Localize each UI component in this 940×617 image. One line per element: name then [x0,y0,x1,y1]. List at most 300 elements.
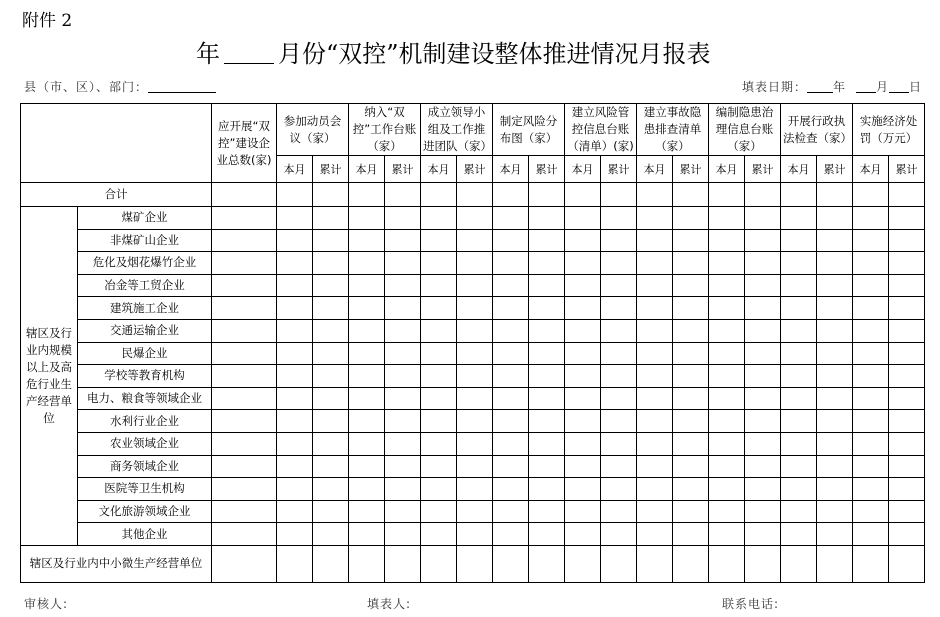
industry-cell[interactable] [212,297,277,320]
industry-cell[interactable] [529,297,565,320]
industry-cell[interactable] [709,410,745,433]
industry-cell[interactable] [817,297,853,320]
industry-cell[interactable] [601,207,637,230]
industry-cell[interactable] [853,365,889,388]
industry-cell[interactable] [349,252,385,275]
industry-cell[interactable] [637,297,673,320]
industry-cell[interactable] [349,410,385,433]
industry-cell[interactable] [889,455,925,478]
industry-cell[interactable] [313,365,349,388]
industry-cell[interactable] [673,319,709,342]
industry-cell[interactable] [709,252,745,275]
small-units-cell[interactable] [817,545,853,582]
industry-cell[interactable] [745,297,781,320]
industry-cell[interactable] [853,432,889,455]
industry-cell[interactable] [313,387,349,410]
industry-cell[interactable] [212,410,277,433]
industry-cell[interactable] [385,365,421,388]
industry-cell[interactable] [709,297,745,320]
industry-cell[interactable] [421,387,457,410]
industry-cell[interactable] [745,410,781,433]
industry-cell[interactable] [781,342,817,365]
industry-cell[interactable] [493,229,529,252]
small-units-cell[interactable] [601,545,637,582]
industry-cell[interactable] [529,274,565,297]
industry-cell[interactable] [817,432,853,455]
industry-cell[interactable] [817,455,853,478]
industry-cell[interactable] [421,252,457,275]
industry-cell[interactable] [889,523,925,546]
small-units-cell[interactable] [277,545,313,582]
industry-cell[interactable] [313,500,349,523]
industry-cell[interactable] [637,432,673,455]
industry-cell[interactable] [781,478,817,501]
industry-cell[interactable] [277,229,313,252]
industry-cell[interactable] [601,455,637,478]
industry-cell[interactable] [349,387,385,410]
industry-cell[interactable] [817,342,853,365]
industry-cell[interactable] [529,432,565,455]
industry-cell[interactable] [385,229,421,252]
industry-cell[interactable] [457,229,493,252]
industry-cell[interactable] [421,478,457,501]
total-cell[interactable] [212,183,277,207]
industry-cell[interactable] [889,297,925,320]
industry-cell[interactable] [457,500,493,523]
industry-cell[interactable] [853,252,889,275]
industry-cell[interactable] [817,387,853,410]
industry-cell[interactable] [313,523,349,546]
industry-cell[interactable] [349,432,385,455]
industry-cell[interactable] [493,365,529,388]
industry-cell[interactable] [673,523,709,546]
industry-cell[interactable] [212,455,277,478]
small-units-cell[interactable] [421,545,457,582]
industry-cell[interactable] [493,252,529,275]
industry-cell[interactable] [212,319,277,342]
industry-cell[interactable] [277,252,313,275]
industry-cell[interactable] [457,274,493,297]
industry-cell[interactable] [817,365,853,388]
industry-cell[interactable] [709,274,745,297]
industry-cell[interactable] [853,455,889,478]
total-cell[interactable] [493,183,529,207]
industry-cell[interactable] [212,478,277,501]
industry-cell[interactable] [601,410,637,433]
industry-cell[interactable] [781,455,817,478]
industry-cell[interactable] [601,319,637,342]
industry-cell[interactable] [601,274,637,297]
industry-cell[interactable] [781,229,817,252]
industry-cell[interactable] [889,387,925,410]
total-cell[interactable] [457,183,493,207]
industry-cell[interactable] [212,500,277,523]
industry-cell[interactable] [313,455,349,478]
total-cell[interactable] [637,183,673,207]
industry-cell[interactable] [493,432,529,455]
industry-cell[interactable] [277,432,313,455]
industry-cell[interactable] [817,252,853,275]
industry-cell[interactable] [493,297,529,320]
industry-cell[interactable] [565,478,601,501]
industry-cell[interactable] [529,365,565,388]
small-units-cell[interactable] [529,545,565,582]
industry-cell[interactable] [457,455,493,478]
industry-cell[interactable] [817,478,853,501]
total-cell[interactable] [385,183,421,207]
industry-cell[interactable] [493,274,529,297]
industry-cell[interactable] [349,455,385,478]
industry-cell[interactable] [457,523,493,546]
industry-cell[interactable] [745,365,781,388]
industry-cell[interactable] [565,432,601,455]
industry-cell[interactable] [673,207,709,230]
industry-cell[interactable] [385,274,421,297]
industry-cell[interactable] [889,365,925,388]
industry-cell[interactable] [349,319,385,342]
industry-cell[interactable] [673,410,709,433]
industry-cell[interactable] [421,342,457,365]
industry-cell[interactable] [313,252,349,275]
industry-cell[interactable] [781,207,817,230]
industry-cell[interactable] [709,478,745,501]
industry-cell[interactable] [781,297,817,320]
industry-cell[interactable] [565,319,601,342]
small-units-cell[interactable] [637,545,673,582]
industry-cell[interactable] [601,478,637,501]
industry-cell[interactable] [421,455,457,478]
industry-cell[interactable] [889,207,925,230]
industry-cell[interactable] [817,319,853,342]
industry-cell[interactable] [637,319,673,342]
industry-cell[interactable] [781,252,817,275]
industry-cell[interactable] [421,297,457,320]
total-cell[interactable] [601,183,637,207]
industry-cell[interactable] [745,274,781,297]
industry-cell[interactable] [745,229,781,252]
industry-cell[interactable] [493,319,529,342]
industry-cell[interactable] [493,410,529,433]
industry-cell[interactable] [493,523,529,546]
industry-cell[interactable] [457,252,493,275]
industry-cell[interactable] [529,342,565,365]
industry-cell[interactable] [565,410,601,433]
industry-cell[interactable] [817,500,853,523]
industry-cell[interactable] [349,297,385,320]
industry-cell[interactable] [745,342,781,365]
industry-cell[interactable] [637,455,673,478]
industry-cell[interactable] [349,342,385,365]
industry-cell[interactable] [457,387,493,410]
industry-cell[interactable] [313,319,349,342]
industry-cell[interactable] [781,387,817,410]
industry-cell[interactable] [637,387,673,410]
industry-cell[interactable] [421,319,457,342]
total-cell[interactable] [349,183,385,207]
industry-cell[interactable] [212,229,277,252]
industry-cell[interactable] [673,455,709,478]
industry-cell[interactable] [313,207,349,230]
industry-cell[interactable] [385,342,421,365]
industry-cell[interactable] [313,410,349,433]
industry-cell[interactable] [709,365,745,388]
industry-cell[interactable] [637,274,673,297]
industry-cell[interactable] [277,365,313,388]
industry-cell[interactable] [709,455,745,478]
industry-cell[interactable] [529,478,565,501]
industry-cell[interactable] [529,252,565,275]
industry-cell[interactable] [565,387,601,410]
small-units-cell[interactable] [889,545,925,582]
industry-cell[interactable] [673,229,709,252]
industry-cell[interactable] [313,432,349,455]
industry-cell[interactable] [853,523,889,546]
industry-cell[interactable] [385,319,421,342]
industry-cell[interactable] [673,274,709,297]
industry-cell[interactable] [853,207,889,230]
small-units-cell[interactable] [745,545,781,582]
industry-cell[interactable] [709,500,745,523]
industry-cell[interactable] [637,500,673,523]
industry-cell[interactable] [457,365,493,388]
industry-cell[interactable] [529,229,565,252]
industry-cell[interactable] [277,478,313,501]
industry-cell[interactable] [709,432,745,455]
industry-cell[interactable] [709,342,745,365]
industry-cell[interactable] [889,410,925,433]
industry-cell[interactable] [781,410,817,433]
small-units-cell[interactable] [457,545,493,582]
industry-cell[interactable] [853,387,889,410]
industry-cell[interactable] [601,229,637,252]
total-cell[interactable] [889,183,925,207]
total-cell[interactable] [781,183,817,207]
industry-cell[interactable] [601,432,637,455]
industry-cell[interactable] [889,252,925,275]
industry-cell[interactable] [817,523,853,546]
small-units-cell[interactable] [349,545,385,582]
industry-cell[interactable] [817,207,853,230]
industry-cell[interactable] [529,410,565,433]
industry-cell[interactable] [457,410,493,433]
industry-cell[interactable] [673,342,709,365]
industry-cell[interactable] [601,387,637,410]
industry-cell[interactable] [673,365,709,388]
industry-cell[interactable] [421,432,457,455]
industry-cell[interactable] [637,342,673,365]
industry-cell[interactable] [745,500,781,523]
industry-cell[interactable] [313,297,349,320]
total-cell[interactable] [313,183,349,207]
industry-cell[interactable] [385,455,421,478]
industry-cell[interactable] [385,523,421,546]
industry-cell[interactable] [212,274,277,297]
industry-cell[interactable] [817,274,853,297]
industry-cell[interactable] [529,207,565,230]
industry-cell[interactable] [421,365,457,388]
industry-cell[interactable] [601,523,637,546]
industry-cell[interactable] [817,410,853,433]
total-cell[interactable] [529,183,565,207]
industry-cell[interactable] [277,455,313,478]
industry-cell[interactable] [889,274,925,297]
industry-cell[interactable] [637,207,673,230]
industry-cell[interactable] [745,319,781,342]
industry-cell[interactable] [565,252,601,275]
industry-cell[interactable] [565,297,601,320]
industry-cell[interactable] [421,500,457,523]
industry-cell[interactable] [212,252,277,275]
small-units-cell[interactable] [709,545,745,582]
industry-cell[interactable] [349,229,385,252]
industry-cell[interactable] [457,478,493,501]
industry-cell[interactable] [421,523,457,546]
industry-cell[interactable] [853,342,889,365]
industry-cell[interactable] [565,274,601,297]
industry-cell[interactable] [565,207,601,230]
industry-cell[interactable] [277,207,313,230]
industry-cell[interactable] [601,297,637,320]
industry-cell[interactable] [277,410,313,433]
industry-cell[interactable] [457,207,493,230]
industry-cell[interactable] [853,229,889,252]
industry-cell[interactable] [385,478,421,501]
small-units-cell[interactable] [212,545,277,582]
industry-cell[interactable] [349,500,385,523]
industry-cell[interactable] [745,478,781,501]
industry-cell[interactable] [673,478,709,501]
industry-cell[interactable] [493,455,529,478]
industry-cell[interactable] [601,252,637,275]
industry-cell[interactable] [212,387,277,410]
industry-cell[interactable] [673,387,709,410]
industry-cell[interactable] [889,342,925,365]
industry-cell[interactable] [781,365,817,388]
industry-cell[interactable] [349,207,385,230]
industry-cell[interactable] [601,500,637,523]
industry-cell[interactable] [853,478,889,501]
industry-cell[interactable] [889,229,925,252]
industry-cell[interactable] [313,274,349,297]
industry-cell[interactable] [277,297,313,320]
total-cell[interactable] [817,183,853,207]
industry-cell[interactable] [421,274,457,297]
industry-cell[interactable] [493,500,529,523]
industry-cell[interactable] [781,523,817,546]
industry-cell[interactable] [313,478,349,501]
industry-cell[interactable] [565,342,601,365]
industry-cell[interactable] [457,319,493,342]
industry-cell[interactable] [889,432,925,455]
industry-cell[interactable] [637,229,673,252]
industry-cell[interactable] [709,319,745,342]
industry-cell[interactable] [601,365,637,388]
industry-cell[interactable] [709,207,745,230]
industry-cell[interactable] [745,252,781,275]
total-cell[interactable] [565,183,601,207]
industry-cell[interactable] [349,478,385,501]
total-cell[interactable] [709,183,745,207]
total-cell[interactable] [421,183,457,207]
industry-cell[interactable] [709,523,745,546]
industry-cell[interactable] [212,207,277,230]
industry-cell[interactable] [565,229,601,252]
industry-cell[interactable] [565,523,601,546]
industry-cell[interactable] [781,500,817,523]
industry-cell[interactable] [421,410,457,433]
industry-cell[interactable] [385,207,421,230]
industry-cell[interactable] [277,523,313,546]
industry-cell[interactable] [781,274,817,297]
industry-cell[interactable] [212,342,277,365]
small-units-cell[interactable] [853,545,889,582]
industry-cell[interactable] [853,274,889,297]
industry-cell[interactable] [529,319,565,342]
industry-cell[interactable] [745,387,781,410]
industry-cell[interactable] [277,342,313,365]
small-units-cell[interactable] [673,545,709,582]
small-units-cell[interactable] [565,545,601,582]
industry-cell[interactable] [637,365,673,388]
industry-cell[interactable] [565,500,601,523]
industry-cell[interactable] [853,319,889,342]
industry-cell[interactable] [673,500,709,523]
industry-cell[interactable] [349,365,385,388]
industry-cell[interactable] [745,432,781,455]
industry-cell[interactable] [457,432,493,455]
industry-cell[interactable] [529,523,565,546]
industry-cell[interactable] [565,455,601,478]
industry-cell[interactable] [385,432,421,455]
industry-cell[interactable] [745,523,781,546]
industry-cell[interactable] [493,387,529,410]
small-units-cell[interactable] [493,545,529,582]
industry-cell[interactable] [385,252,421,275]
industry-cell[interactable] [673,297,709,320]
industry-cell[interactable] [313,342,349,365]
industry-cell[interactable] [853,410,889,433]
industry-cell[interactable] [565,365,601,388]
industry-cell[interactable] [781,432,817,455]
industry-cell[interactable] [457,297,493,320]
industry-cell[interactable] [349,523,385,546]
industry-cell[interactable] [421,207,457,230]
industry-cell[interactable] [385,410,421,433]
industry-cell[interactable] [493,478,529,501]
total-cell[interactable] [853,183,889,207]
industry-cell[interactable] [529,500,565,523]
industry-cell[interactable] [889,500,925,523]
industry-cell[interactable] [385,387,421,410]
industry-cell[interactable] [889,319,925,342]
industry-cell[interactable] [637,252,673,275]
industry-cell[interactable] [637,478,673,501]
small-units-cell[interactable] [385,545,421,582]
industry-cell[interactable] [493,342,529,365]
industry-cell[interactable] [277,500,313,523]
industry-cell[interactable] [212,523,277,546]
industry-cell[interactable] [853,500,889,523]
industry-cell[interactable] [709,387,745,410]
total-cell[interactable] [673,183,709,207]
small-units-cell[interactable] [781,545,817,582]
industry-cell[interactable] [637,410,673,433]
industry-cell[interactable] [673,252,709,275]
total-cell[interactable] [745,183,781,207]
industry-cell[interactable] [673,432,709,455]
industry-cell[interactable] [212,365,277,388]
industry-cell[interactable] [385,500,421,523]
